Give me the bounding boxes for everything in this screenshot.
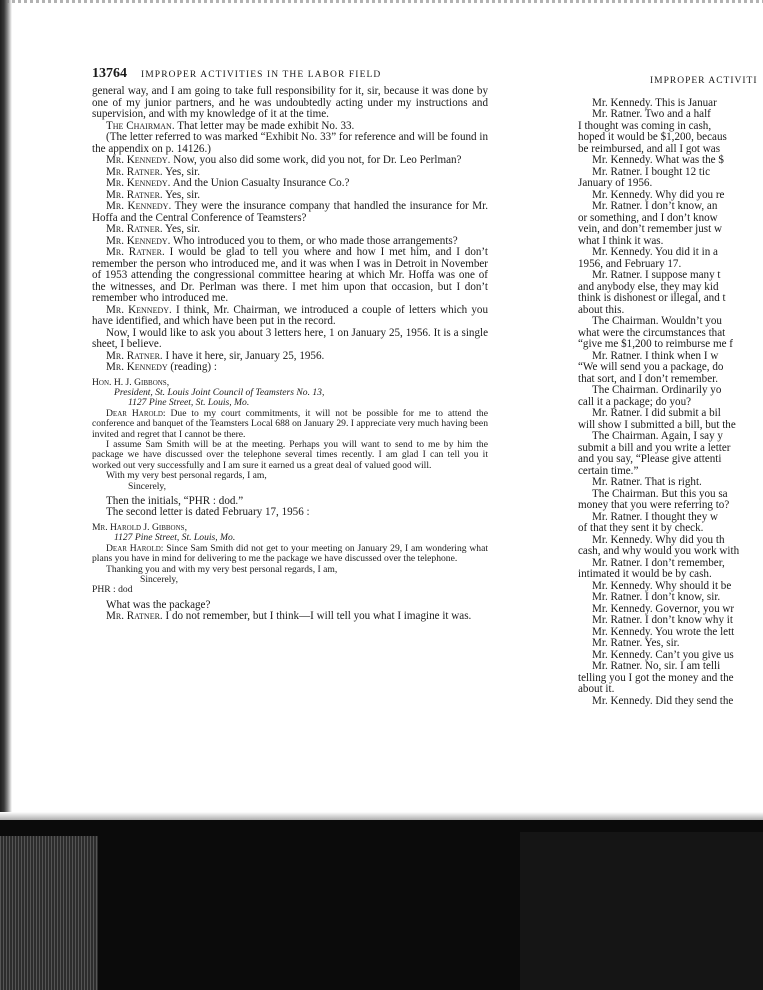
speech: I do not remember, but I think—I will tell you what I imagine it was. xyxy=(162,610,472,623)
right-page-line: intimated it would be by cash. xyxy=(578,568,712,580)
right-running-head: IMPROPER ACTIVITI xyxy=(650,76,758,86)
letter-body-text: : Due to my court commitments, it will not be possible for me to attend the conference and banquet of the Teamsters Local 688 on January 29. I appreciate very much having been invited and regret that I cannot be there. xyxy=(92,407,488,440)
paragraph xyxy=(92,362,488,374)
right-page-line: and you say, “Please give attenti xyxy=(578,453,722,465)
speech: Now, you also did some work, did you not, for Dr. Leo Perlman? xyxy=(170,154,462,166)
right-page-line: or something, and I don’t know xyxy=(578,211,718,224)
right-page-line: be reimbursed, and all I got was xyxy=(578,142,721,155)
right-page-line: about it. xyxy=(578,683,615,695)
right-page-line: Mr. Ratner. I suppose many t xyxy=(592,269,721,281)
letter-addressee: Hon. H. J. Gibbons, xyxy=(92,376,170,388)
scan-left-edge xyxy=(0,0,12,820)
speech: And the Union Casualty Insurance Co.? xyxy=(170,177,350,189)
page-header xyxy=(92,66,492,80)
right-page-line: Mr. Kennedy. What was the $ xyxy=(592,154,724,166)
right-page-line: Mr. Ratner. No, sir. I am telli xyxy=(592,660,721,672)
right-page-line: Mr. Kennedy. Governor, you wr xyxy=(592,602,735,615)
right-page-line: The Chairman. Again, I say y xyxy=(592,430,723,442)
paragraph: Then the initials, “PHR : dod.” xyxy=(106,494,244,507)
right-page-line: Mr. Ratner. I thought they w xyxy=(592,510,719,523)
scan-top-edge xyxy=(0,0,763,3)
letter-addressee: Mr. Harold J. Gibbons, xyxy=(92,521,187,533)
right-page-line: Mr. Ratner. I did submit a bil xyxy=(592,407,721,419)
letter-address: 1127 Pine Street, St. Louis, Mo. xyxy=(114,532,236,544)
paragraph xyxy=(92,305,488,328)
right-page-line: Mr. Ratner. Yes, sir. xyxy=(592,637,680,649)
right-page-line: will show I submitted a bill, but the xyxy=(578,418,736,431)
letter-signoff: Sincerely, xyxy=(128,480,167,492)
letter-title: President, St. Louis Joint Council of Teamsters No. 13, xyxy=(114,386,325,398)
right-page-line: Mr. Kennedy. Why should it be xyxy=(592,579,732,592)
paragraph: general way, and I am going to take full responsibility for it, sir, because it was done by one of my junior partners, and he was undoubtedly acting under my instructions and supervision, and with my knowledge of it at the time. xyxy=(92,86,488,120)
paragraph: What was the package? xyxy=(106,598,211,611)
right-page-line: that sort, and I don’t remember. xyxy=(578,372,718,385)
speaker: Mr. Kennedy. xyxy=(106,234,171,247)
speaker: Mr. Ratner. xyxy=(106,165,163,178)
right-page-line: Mr. Kennedy. You did it in a xyxy=(592,246,718,258)
letter-closing: With my very best personal regards, I am, xyxy=(106,470,267,482)
right-page-line: certain time.” xyxy=(578,464,639,477)
right-page-column xyxy=(578,76,763,816)
speech: Yes, sir. xyxy=(162,188,201,201)
right-page-lines xyxy=(578,98,763,708)
running-head: IMPROPER ACTIVITIES IN THE LABOR FIELD xyxy=(141,70,382,80)
letter-body-text: : Since Sam Smith did not get to your meeting on January 29, I am wondering what plans you have in mind for delivering to me the package we have discussed over the telephone. xyxy=(92,542,488,565)
scanner-background xyxy=(0,820,763,990)
letter-body xyxy=(92,409,488,440)
letter-body xyxy=(92,544,488,565)
letter-body: I assume Sam Smith will be at the meeting. Perhaps you will want to send to me by him the package we have discussed over the telephone several times recently. I am glad I can tell you it worked out very successfully and I am sure it earned us a great deal of valued good will. xyxy=(92,438,488,471)
speaker: Mr. Ratner. xyxy=(106,246,165,258)
left-column xyxy=(92,86,488,806)
right-page-line: Mr. Ratner. I don’t know, sir. xyxy=(592,591,721,603)
speaker: Mr. Kennedy xyxy=(106,361,168,373)
speech: Yes, sir. xyxy=(162,223,201,235)
letter-closing: Thanking you and with my very best personal regards, I am, xyxy=(106,563,338,575)
right-page-line: The Chairman. Wouldn’t you xyxy=(592,315,722,327)
right-page-line: what were the circumstances that xyxy=(578,326,726,339)
right-page-line: January of 1956. xyxy=(578,177,653,189)
scanner-strip xyxy=(0,836,98,990)
right-page-line: Mr. Kennedy. Why did you th xyxy=(592,533,725,546)
right-page-line: “We will send you a package, do xyxy=(578,361,724,373)
paragraph xyxy=(92,201,488,224)
right-page-line: Mr. Ratner. I think when I w xyxy=(592,349,719,362)
right-page-line: cash, and why would you work with xyxy=(578,545,740,557)
right-page-line: Mr. Kennedy. This is Januar xyxy=(592,96,717,109)
right-page-line: Mr. Ratner. I don’t know, an xyxy=(592,200,718,212)
speaker: Mr. Kennedy. xyxy=(106,200,172,212)
speech: I think, Mr. Chairman, we introduced a couple of letters which you have identified, and which have been put in the record. xyxy=(92,303,488,327)
right-page-line: Mr. Ratner. I don’t know why it xyxy=(592,614,733,626)
right-page-line: The Chairman. Ordinarily yo xyxy=(592,384,722,396)
letter-signoff: Sincerely, xyxy=(140,574,179,585)
speaker: Mr. Kennedy. xyxy=(106,154,171,166)
speech: Who introduced you to them, or who made those arrangements? xyxy=(170,234,458,247)
right-page-line: hoped it would be $1,200, becaus xyxy=(578,131,727,143)
letter-january-25 xyxy=(92,378,488,492)
paragraph: (The letter referred to was marked “Exhibit No. 33” for reference and will be found in the appendix on p. 14126.) xyxy=(92,131,488,155)
page-number: 13764 xyxy=(92,66,127,81)
paragraph: Now, I would like to ask you about 3 letters here, 1 on January 25, 1956. It is a single sheet, I believe. xyxy=(92,326,488,350)
right-page-line: Mr. Kennedy. You wrote the lett xyxy=(592,625,735,638)
speech: I have it here, sir, January 25, 1956. xyxy=(162,349,325,362)
right-page-line: Mr. Kennedy. Can’t you give us xyxy=(592,648,734,661)
right-page-line: Mr. Ratner. I bought 12 tic xyxy=(592,165,711,178)
right-page-line: money that you were referring to? xyxy=(578,499,730,511)
speaker: Mr. Kennedy. xyxy=(106,303,172,316)
speech: (reading) : xyxy=(167,361,217,373)
paragraph xyxy=(92,611,488,623)
right-page-line: Mr. Ratner. I don’t remember, xyxy=(592,556,725,569)
letter-february-17 xyxy=(92,523,488,596)
speaker: Mr. Ratner. xyxy=(106,188,163,201)
right-page-line: Mr. Kennedy. Did they send the xyxy=(592,694,734,707)
right-page-line: submit a bill and you write a letter xyxy=(578,441,731,454)
speaker: Mr. Ratner. xyxy=(106,349,163,362)
letter-salutation: Dear Harold xyxy=(106,407,163,419)
right-page-line: 1956, and February 17. xyxy=(578,257,682,270)
right-page-line: and anybody else, they may kid xyxy=(578,280,719,293)
right-page-line: telling you I got the money and the xyxy=(578,671,734,684)
right-page-line: “give me $1,200 to reimburse me f xyxy=(578,338,733,350)
speech: Yes, sir. xyxy=(162,165,201,178)
right-page-line: think is dishonest or illegal, and t xyxy=(578,292,726,304)
right-page-line: The Chairman. But this you sa xyxy=(592,487,728,500)
speech: That letter may be made exhibit No. 33. xyxy=(174,119,355,132)
letter-initials: PHR : dod xyxy=(92,584,133,596)
right-page-line: Mr. Ratner. That is right. xyxy=(592,476,702,488)
speech: They were the insurance company that handled the insurance for Mr. Hoffa and the Central Conference of Teamsters? xyxy=(92,200,488,224)
letter-address: 1127 Pine Street, St. Louis, Mo. xyxy=(128,397,250,409)
right-page-line: I thought was coming in cash, xyxy=(578,119,712,132)
speech: I would be glad to tell you where and how I met him, and I don’t remember the person who introduced me, and it was when I was in Detroit in November of 1953 attending the congressional committee hearing at which Mr. Hoffa was one of the witnesses, and Dr. Perlman was there. I met him upon that occasion, but I don’t remember who introduced me. xyxy=(92,246,488,304)
right-page-line: vein, and don’t remember just w xyxy=(578,223,722,235)
right-page-line: Mr. Kennedy. Why did you re xyxy=(592,188,725,201)
scanner-shadow xyxy=(520,832,763,990)
speaker: The Chairman. xyxy=(106,119,175,132)
paragraph xyxy=(92,247,488,305)
speaker: Mr. Ratner. xyxy=(106,223,163,235)
paragraph: The second letter is dated February 17, 1956 : xyxy=(106,506,310,519)
right-page-line: call it a package; do you? xyxy=(578,395,692,408)
right-page-line: about this. xyxy=(578,303,625,316)
speaker: Mr. Kennedy. xyxy=(106,177,171,189)
right-page-line: of that they sent it by check. xyxy=(578,522,704,534)
speaker: Mr. Ratner. xyxy=(106,610,163,623)
right-page-line: what I think it was. xyxy=(578,234,664,247)
right-page-line: Mr. Ratner. Two and a half xyxy=(592,108,711,120)
letter-salutation: Dear Harold xyxy=(106,542,161,554)
